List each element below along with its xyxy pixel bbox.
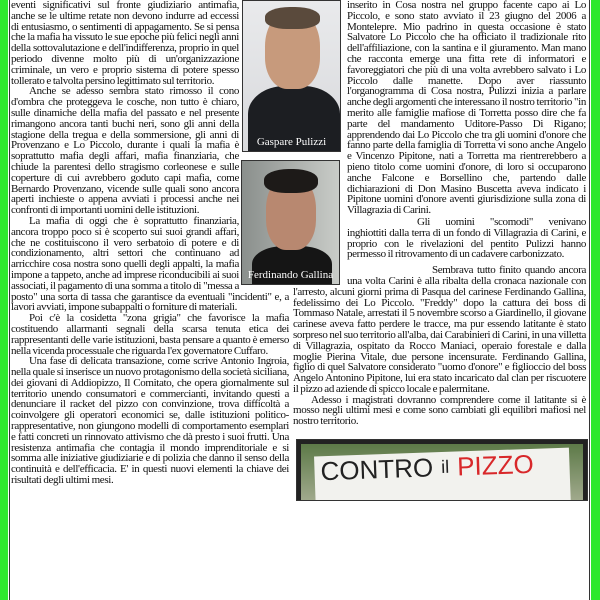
green-border-left	[0, 0, 8, 600]
banner-text: CONTRO	[320, 452, 434, 487]
paragraph: Gli uomini "scomodi" venivano inghiottiti dalla terra di un fondo di Villagrazia di Carini, e proprio con le rivelazioni del pentito Pulizzi hanno permesso il ritrovamento di un cadavere carbonizzato.	[347, 215, 586, 261]
banner-text: PIZZO	[456, 448, 535, 482]
paragraph: La mafia di oggi che è soprattutto finanziaria, ancora troppo poco si è scoperto sui suoi grandi affari, che ne costituiscono il vero serbatoio di potere e di condizionamento, altri settori che continuano ad arricchire cosa nostra sono quelli degli appalti, la mafia impone a tappeto, anche ad imprese riconducibili ai suoi associati, il pagamento di una somma a titolo di "messa a posto" una sorta di tassa che garantisce da eventuali "incidenti" e, a lavori avviati, impone subappalti o forniture di materiali.	[11, 214, 289, 314]
paragraph: Sembrava tutto finito quando ancora una volta Carini è alla ribalta della cronaca nazionale con l'arresto, alcuni giorni prima di Pasqua del carinese Ferdinando Gallina, fedelissimo dei Lo Piccolo. "Freddy" dopo la cattura dei boss di Tommaso Natale, arrestati il 5 novembre scorso a Giardinello, il giovane carinese aveva fatto perdere le tracce, ma pur essendo latitante è stato sorpreso nel suo territorio all'alba, dai Carabinieri di Carini, in una villetta di Villagrazia, ospitato da Rocco Maniaci, operaio forestale e dalla moglie Pierina Vitale, due persone incensurate. Ferdinando Gallina, figlio di quel Salvatore considerato "uomo d'onore" e figlioccio del boss Angelo Antonino Pipitone, lui era stato incaricato dal clan per riscuotere il pizzo ad aziende di spicco locale e palermitane.	[293, 264, 586, 395]
paragraph: Anche se adesso sembra stato rimosso il cono d'ombra che proteggeva le cosche, non tutto è chiaro, sulle dinamiche della mafia del passato e nel presente rimangono ancora tanti buchi neri, sono gli anni della stagione della tregua e della sommersione, gli anni di Provenzano e Lo Piccolo, durante i quali la mafia è soprattutto mafia degli affari, mafia finanziaria, che chiude la parentesi dello stragismo corleonese e sulle coperture di cui avrebbero goduto capi mafia, come Bernardo Provenzano, vicende sulle quali sono ancora aperti inchieste o appena avviati i processi anche nei confronti di importanti uomini delle istituzioni.	[11, 85, 239, 217]
paragraph: Adesso i magistrati dovranno comprendere come il latitante si è mosso negli ultimi mesi e come sono cambiati gli equilibri mafiosi nel nostro territorio.	[293, 393, 586, 428]
photo-hair	[264, 169, 318, 193]
photo-contro-il-pizzo-protest	[296, 439, 588, 501]
paragraph: Una fase di delicata transazione, come scrive Antonio Ingroia, nella quale si inserisce un nuovo protagonismo della società siciliana, dei giovani di Addiopizzo, Il Comitato, che opera giornalmente sul territorio unendo consumatori e commercianti, invitando questi a denunciare il racket del pizzo con convinzione, trova difficoltà a coinvolgere gli operatori economici se, dalle istituzioni politico-rappresentative, non giungono modelli di comportamento esemplari e fatti concreti un rinnovato attivismo che dà presto i suoi frutti. Una resistenza antimafia che contagia il mondo imprenditoriale e si somma alle iniziative giudiziarie e di polizia che danno il senso della continuità e dell'efficacia. E' in questi nuovi elementi la chiave dei risultati degli ultimi mesi.	[11, 355, 289, 487]
banner-text: il	[440, 456, 450, 478]
photo-gaspare-pulizzi	[242, 0, 341, 152]
paragraph: inserito in Cosa nostra nel gruppo facente capo ai Lo Piccolo, e sono stato avviato il 23 giugno del 2006 a Montelepre. Mio padrino in questa occasione è stato Salvatore Lo Piccolo che ha officiato il tradizionale rito dell'affiliazione, con la santina e il giuramento. Man mano che racconta emerge una fitta rete di informatori e favoreggiatori che più di una volta avrebbero salvato i Lo Piccolo dalle manette. Dopo aver riassunto l'organogramma di Cosa nostra, Pulizzi inizia a parlare anche degli argomenti che interessano il nostro territorio "in merito alle famiglie mafiose di Torretta posso dire che fa parte del mandamento Uditore-Passo Di Rigano; apprendendo dai Lo Piccolo che tra gli uomini d'onore che fanno parte della famiglia di Torretta vi sono anche Angelo e Vincenzo Pipitone, nati a Torretta ma rientrerebbero a pieno titolo come uomini d'onore, di loro si occuparono anche Falcone e Borsellino che, partendo dalle dichiarazioni di Don Masino Buscetta aveva indicato i Pipitone uomini d'onore aventi giurisdizione sulla zona di Villagrazia di Carini.	[347, 0, 586, 217]
photo-ferdinando-gallina	[241, 160, 340, 285]
photo-hair	[265, 7, 320, 29]
green-border-right	[591, 0, 600, 600]
paragraph: eventi significativi sul fronte giudiziario antimafia, anche se le ultime retate non devono indurre ad eccessi di entusiasmo, o sentimenti di appagamento. Se si pensa che la mafia ha vissuto le sue epoche più felici negli anni della sottovalutazione e dell'indifferenza, proprio in quel periodo divenne molto più di un'organizzazione criminale, un vero e proprio sistema di potere spesso tollerato e talvolta persino legittimato sul territorio.	[11, 0, 239, 87]
frame-line-left	[9, 0, 10, 600]
photo-caption: Ferdinando Gallina	[247, 269, 334, 281]
protest-banner	[314, 448, 571, 500]
frame-line-right	[589, 0, 590, 600]
photo-scene	[301, 444, 583, 500]
paragraph: Poi c'è la cosidetta "zona grigia" che favorisce la mafia costituendo allarmanti segnali della scarsa tenuta etica dei rappresentanti delle varie istituzioni, basta pensare a quanto è emerso nella vicenda processuale che riguarda l'ex governatore Cuffaro.	[11, 312, 289, 357]
photo-caption: Gaspare Pulizzi	[256, 136, 327, 148]
